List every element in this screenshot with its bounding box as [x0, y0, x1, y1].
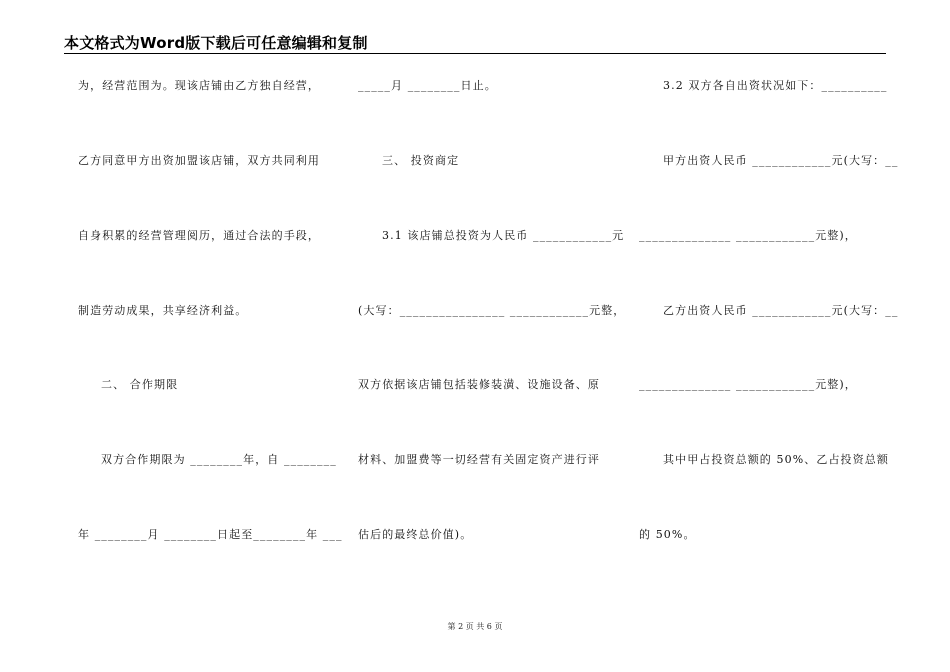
- text-line: (大写：________________ ____________元整，: [358, 304, 626, 317]
- text-line: _____月 ________日止。: [358, 79, 497, 92]
- text-column-3: [639, 78, 899, 578]
- section-heading: 二、 合作期限: [101, 378, 179, 391]
- text-line: 3.2 双方各自出资状况如下：__________: [663, 79, 888, 92]
- text-line: 其中甲占投资总额的 50%、乙占投资总额: [663, 453, 889, 466]
- text-line: 估后的最终总价值)。: [358, 528, 473, 541]
- text-line: 双方依据该店铺包括装修装潢、设施设备、原: [358, 378, 600, 391]
- text-line: 自身积累的经营管理阅历，通过合法的手段，: [78, 229, 320, 242]
- text-column-1: [78, 78, 343, 578]
- text-line: 甲方出资人民币 ____________元(大写：__: [663, 154, 899, 167]
- section-heading: 三、 投资商定: [382, 154, 460, 167]
- text-line: ______________ ____________元整)，: [639, 378, 857, 391]
- text-line: 材料、加盟费等一切经营有关固定资产进行评: [358, 453, 600, 466]
- text-line: 3.1 该店铺总投资为人民币 ____________元: [382, 229, 625, 242]
- text-line: 的 50%。: [639, 528, 696, 541]
- text-line: 年 ________月 ________日起至________年 ___: [78, 528, 343, 541]
- text-line: 乙方同意甲方出资加盟该店铺，双方共同利用: [78, 154, 320, 167]
- document-header-title: 本文格式为Word版下载后可任意编辑和复制: [64, 34, 368, 52]
- header-rule: [64, 53, 886, 54]
- text-line: ______________ ____________元整)，: [639, 229, 857, 242]
- page-number: 第 2 页 共 6 页: [447, 622, 503, 631]
- text-line: 乙方出资人民币 ____________元(大写：__: [663, 304, 899, 317]
- text-line: 为，经营范围为。现该店铺由乙方独自经营，: [78, 79, 320, 92]
- text-line: 双方合作期限为 ________年，自 ________: [101, 453, 337, 466]
- text-column-2: [358, 78, 626, 578]
- text-line: 制造劳动成果，共享经济利益。: [78, 304, 248, 317]
